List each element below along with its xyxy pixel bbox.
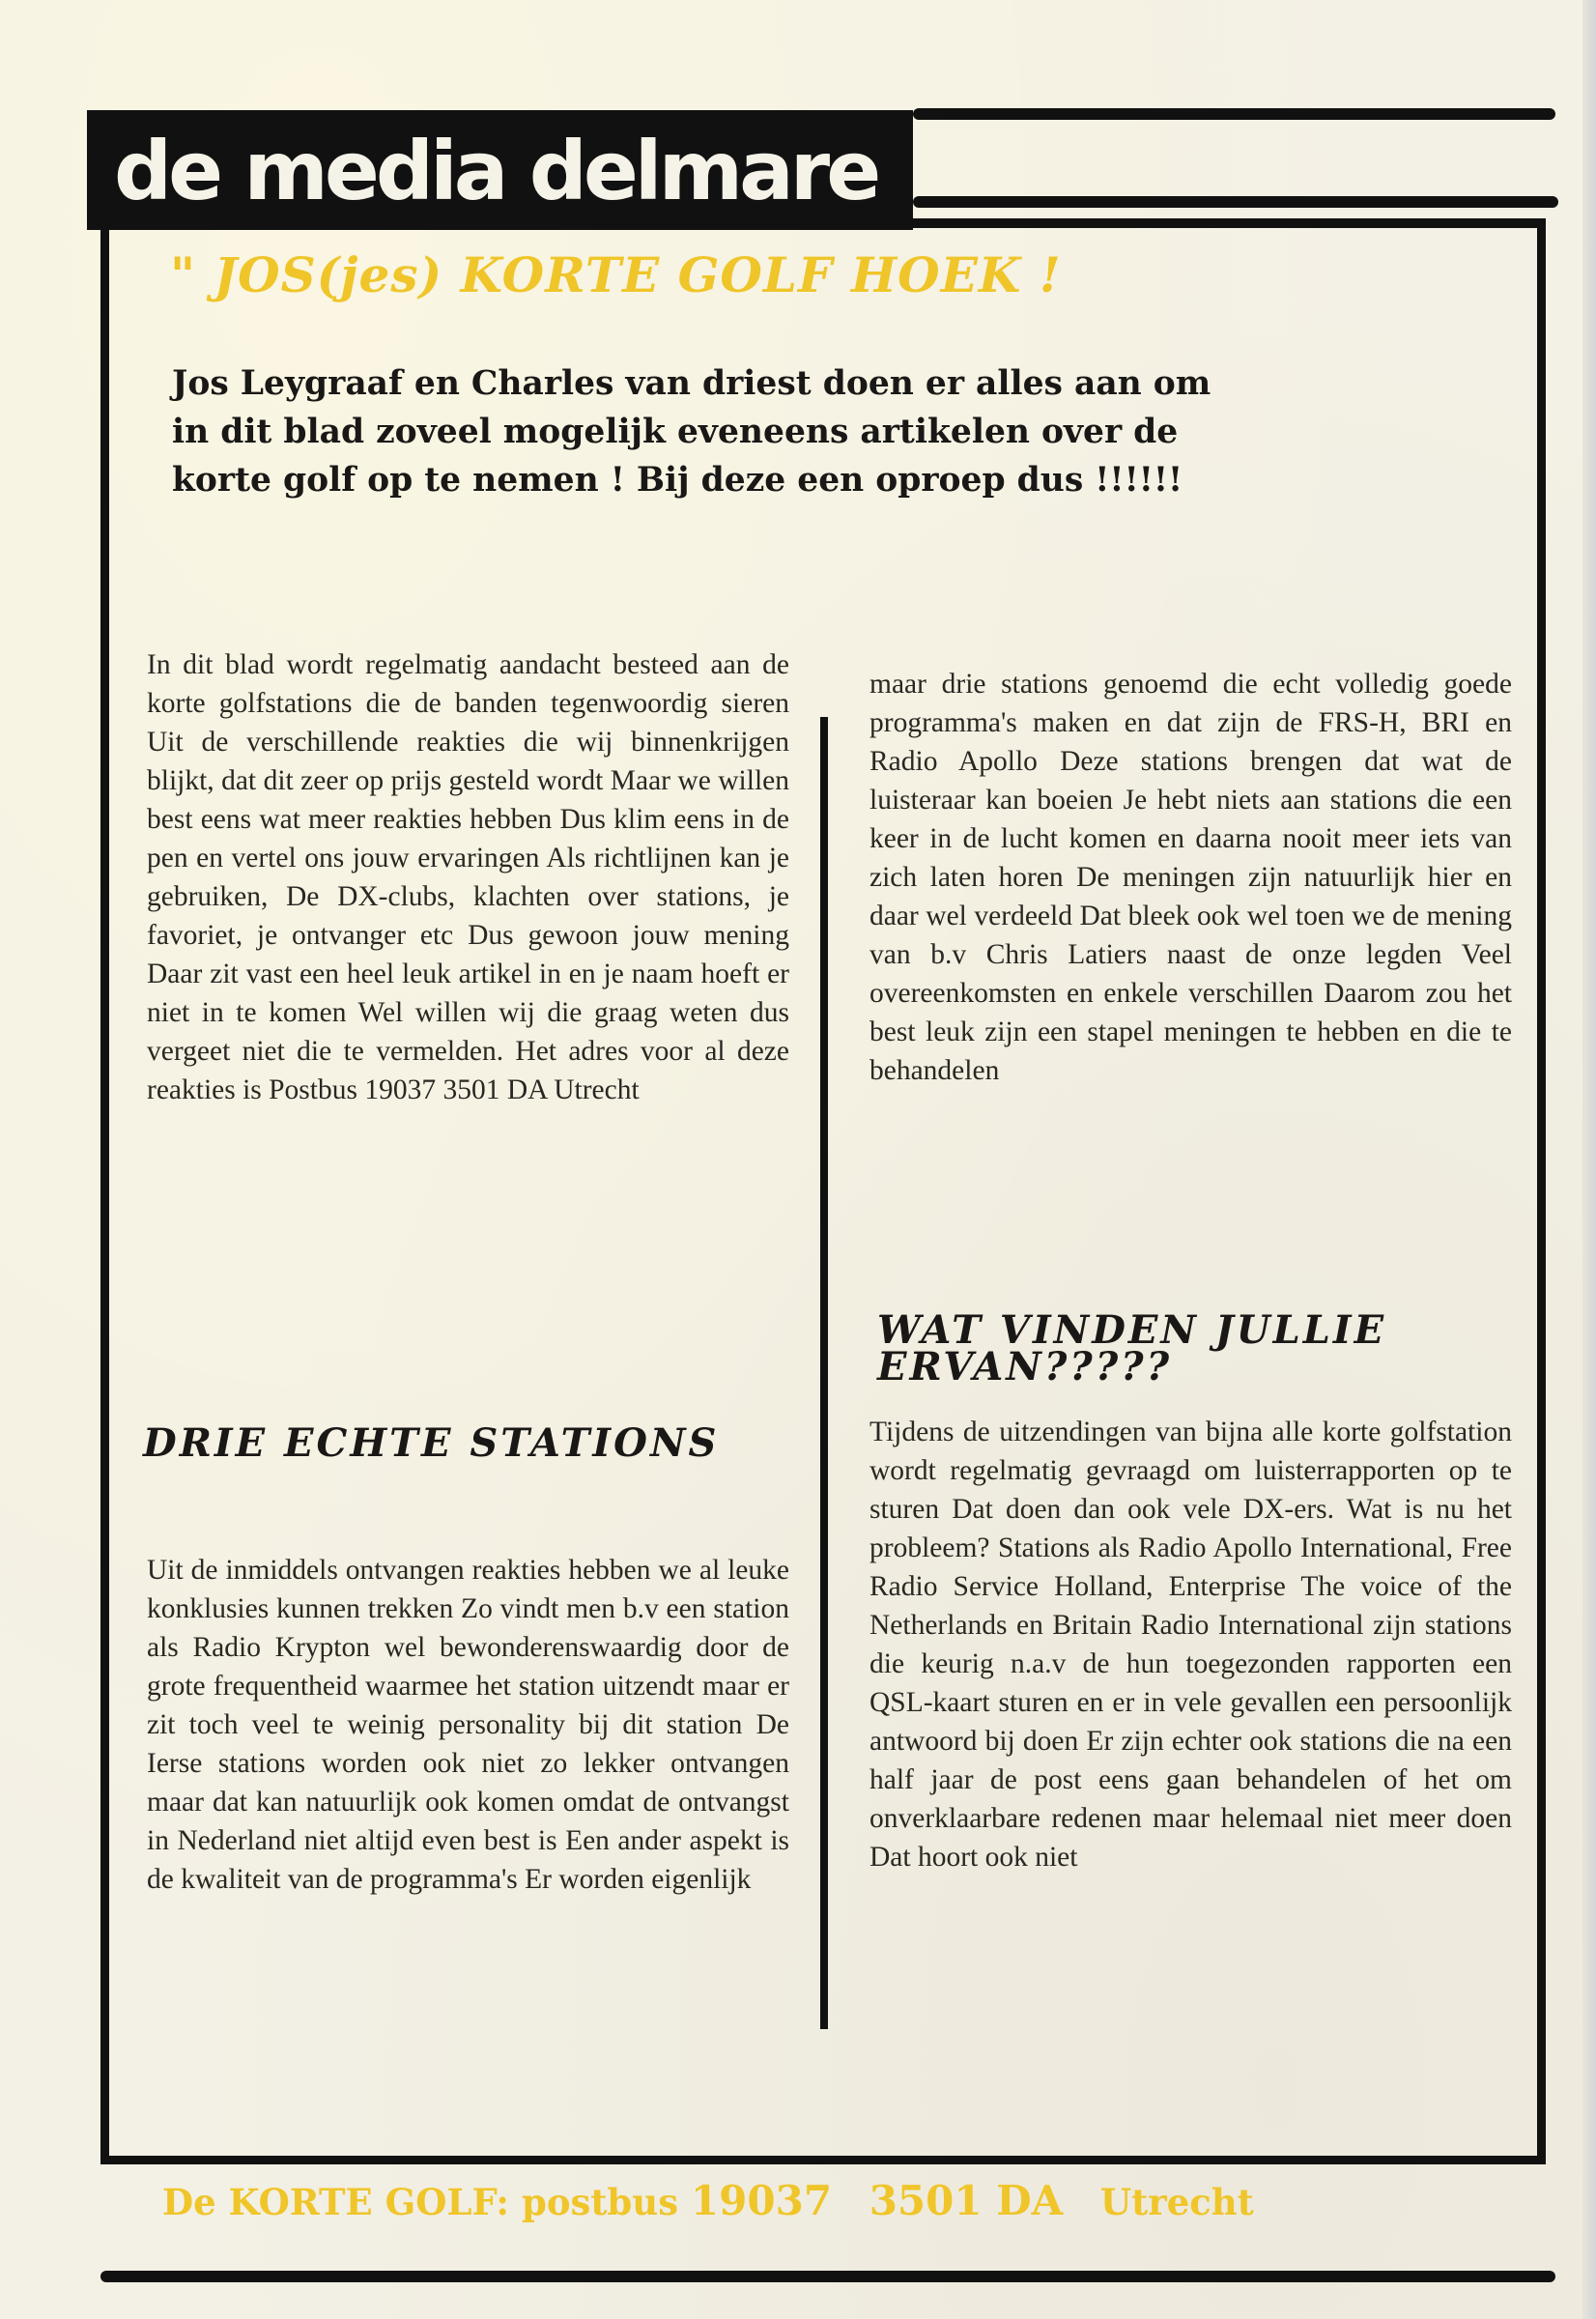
section-title-wat-vinden-jullie-ervan: WAT VINDEN JULLIE ERVAN?????	[877, 1307, 1387, 1389]
right-column-paragraph-2	[869, 1413, 1512, 1876]
paragraph-text: In dit blad wordt regelmatig aandacht besteed aan de korte golfstations die de banden tegenwoordig sieren Uit de verschillende reakties die wij binnenkrijgen blijkt, dat dit zeer op prijs gesteld wordt Maar we willen best eens wat meer reakties hebben Dus klim eens in de pen en vertel ons jouw ervaringen Als richtlijnen kan je gebruiken, De DX-clubs, klachten over stations, je favoriet, je ontvanger etc Dus gewoon jouw mening Daar zit vast een heel leuk artikel in en je naam hoeft er niet in te komen Wel willen wij die graag weten dus vergeet niet die te vermelden. Het adres voor al deze reakties is Postbus 19037 3501 DA Utrecht	[147, 649, 789, 1105]
header-rule	[913, 196, 1558, 208]
footer-postcode: 3501 DA	[869, 2177, 1064, 2224]
paragraph-text: Tijdens de uitzendingen van bijna alle korte golfstation wordt regelmatig gevraagd om luisterrapporten op te sturen Dat doen dan ook vele DX-ers. Wat is nu het probleem? Stations als Radio Apollo International, Free Radio Service Holland, Enterprise The voice of the Netherlands en Britain Radio International zijn stations die keurig n.a.v de hun toegezonden rapporten een QSL-kaart sturen en er in vele gevallen een persoonlijk antwoord bij doen Er zijn echter ook stations die na een half jaar de post eens gaan behandelen of het om onverklaarbare redenen maar helemaal niet meer doen Dat hoort ook niet	[869, 1417, 1512, 1873]
left-column-paragraph-1	[147, 645, 789, 1109]
column-divider	[820, 717, 828, 2029]
article-headline: " JOS(jes) KORTE GOLF HOEK !	[170, 246, 1062, 303]
masthead-logo: de media delmare	[114, 124, 878, 218]
left-column-paragraph-2	[147, 1551, 789, 1899]
bottom-rule	[100, 2271, 1555, 2282]
footer-address	[162, 2177, 1254, 2224]
page-edge	[1582, 0, 1596, 2319]
footer-city: Utrecht	[1099, 2181, 1254, 2223]
article-intro: Jos Leygraaf en Charles van driest doen er alles aan om in dit blad zoveel mogelijk eveneens artikelen over de korte golf op te nemen ! Bij deze een oproep dus !!!!!!	[172, 364, 1211, 500]
section-title-drie-echte-stations: DRIE ECHTE STATIONS	[143, 1420, 720, 1466]
right-column-paragraph-1	[869, 665, 1512, 1090]
paragraph-text: Uit de inmiddels ontvangen reakties hebben we al leuke konklusies kunnen trekken Zo vindt men b.v een station als Radio Krypton wel bewonderenswaardig door de grote frequentheid waarmee het station uitzendt maar er zit toch veel te weinig personality bij dit station De Ierse stations worden ook niet zo lekker ontvangen maar dat kan natuurlijk ook komen omdat de ontvangst in Nederland niet altijd even best is Een ander aspekt is de kwaliteit van de programma's Er worden eigenlijk	[147, 1555, 789, 1895]
top-rule	[913, 108, 1555, 120]
footer-label: De KORTE GOLF: postbus	[162, 2181, 679, 2223]
paragraph-text: maar drie stations genoemd die echt volledig goede programma's maken en dat zijn de FRS-H, BRI en Radio Apollo Deze stations brengen dat wat de luisteraar kan boeien Je hebt niets aan stations die een keer in de lucht komen en daarna nooit meer iets van zich laten horen De meningen zijn natuurlijk hier en daar wel verdeeld Dat bleek ook wel toen we de mening van b.v Chris Latiers naast de onze legden Veel overeenkomsten en enkele verschillen Daarom zou het best leuk zijn een stapel meningen te hebben en die te behandelen	[869, 669, 1512, 1086]
footer-postbus: 19037	[690, 2177, 833, 2224]
